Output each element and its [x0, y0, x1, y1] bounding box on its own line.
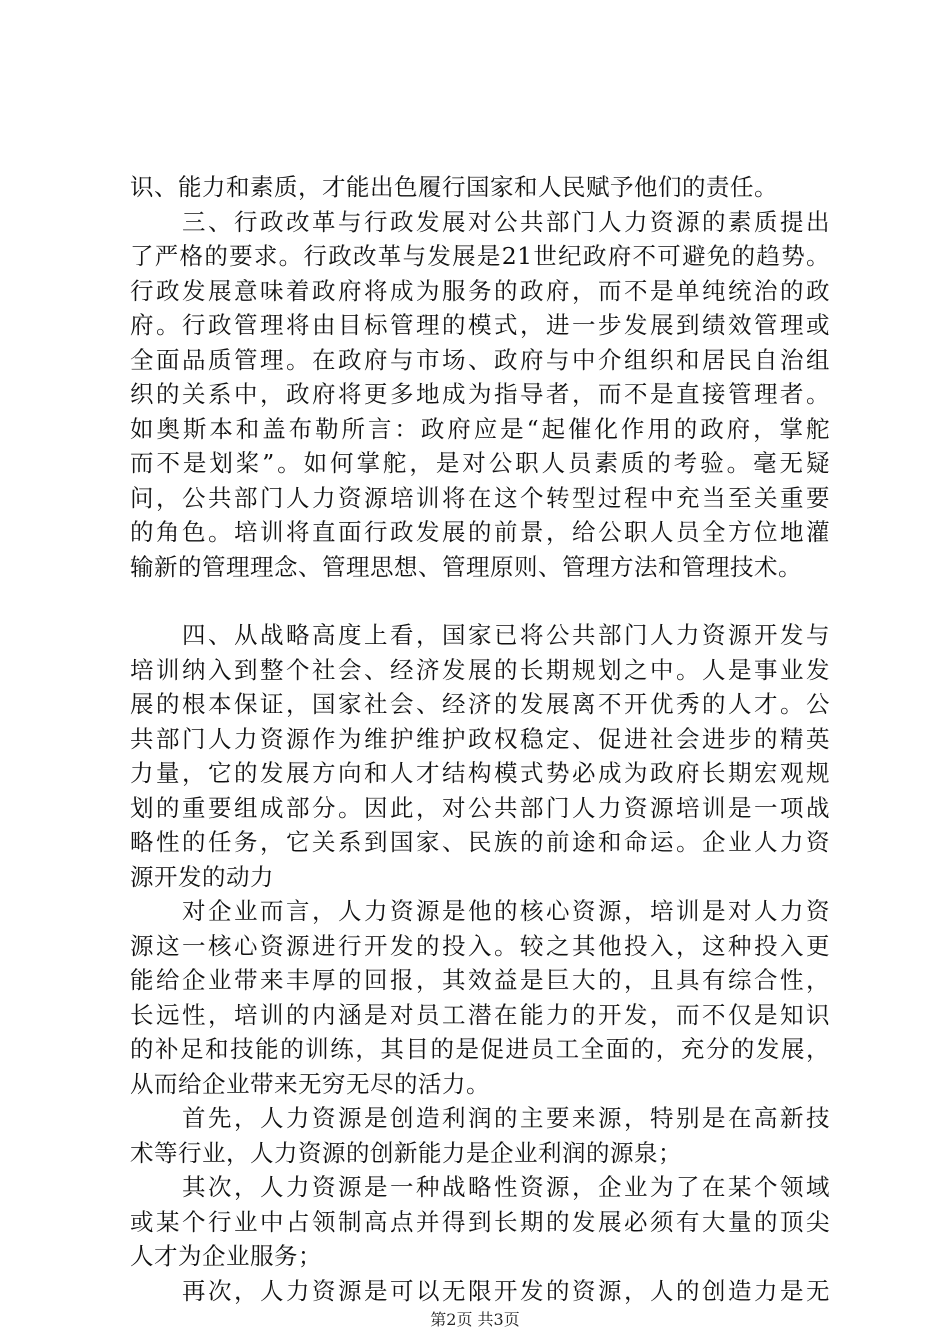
text-line: 的补足和技能的训练，其目的是促进员工全面的，充分的发展， [130, 1035, 830, 1063]
text-line: 而不是划桨”。如何掌舵，是对公职人员素质的考验。毫无疑 [130, 449, 830, 477]
text-line: 识、能力和素质，才能出色履行国家和人民赋予他们的责任。 [130, 173, 778, 201]
text-line: 问，公共部门人力资源培训将在这个转型过程中充当至关重要 [130, 484, 830, 512]
text-line: 略性的任务，它关系到国家、民族的前途和命运。企业人力资 [130, 828, 830, 856]
text-line: 全面品质管理。在政府与市场、政府与中介组织和居民自治组 [130, 346, 830, 374]
text-line: 输新的管理理念、管理思想、管理原则、管理方法和管理技术。 [130, 553, 802, 581]
text-line: 如奥斯本和盖布勒所言：政府应是“起催化作用的政府，掌舵 [130, 415, 830, 443]
text-line: 行政发展意味着政府将成为服务的政府，而不是单纯统治的政 [130, 277, 830, 305]
text-line: 源这一核心资源进行开发的投入。较之其他投入，这种投入更 [130, 932, 830, 960]
text-line: 培训纳入到整个社会、经济发展的长期规划之中。人是事业发 [130, 656, 830, 684]
text-line: 人才为企业服务； [130, 1242, 322, 1270]
text-line: 或某个行业中占领制高点并得到长期的发展必须有大量的顶尖 [130, 1208, 830, 1236]
text-line: 源开发的动力 [130, 863, 274, 891]
text-line: 的角色。培训将直面行政发展的前景，给公职人员全方位地灌 [130, 518, 830, 546]
text-line: 其次，人力资源是一种战略性资源，企业为了在某个领域 [130, 1173, 830, 1201]
text-line: 对企业而言，人力资源是他的核心资源，培训是对人力资 [130, 897, 830, 925]
text-line: 展的根本保证，国家社会、经济的发展离不开优秀的人才。公 [130, 690, 830, 718]
text-line: 三、行政改革与行政发展对公共部门人力资源的素质提出 [130, 208, 830, 236]
text-line: 力量，它的发展方向和人才结构模式势必成为政府长期宏观规 [130, 759, 830, 787]
text-line: 术等行业，人力资源的创新能力是企业利润的源泉； [130, 1139, 682, 1167]
text-line: 从而给企业带来无穷无尽的活力。 [130, 1070, 490, 1098]
text-line: 长远性，培训的内涵是对员工潜在能力的开发，而不仅是知识 [130, 1001, 830, 1029]
text-line: 首先，人力资源是创造利润的主要来源，特别是在高新技 [130, 1104, 830, 1132]
text-line: 四、从战略高度上看，国家已将公共部门人力资源开发与 [130, 621, 830, 649]
text-line: 府。行政管理将由目标管理的模式，进一步发展到绩效管理或 [130, 311, 830, 339]
text-line: 了严格的要求。行政改革与发展是21世纪政府不可避免的趋势。 [130, 242, 830, 270]
text-line: 划的重要组成部分。因此，对公共部门人力资源培训是一项战 [130, 794, 830, 822]
text-line: 织的关系中，政府将更多地成为指导者，而不是直接管理者。 [130, 380, 830, 408]
page-footer: 第2页 共3页 [430, 1310, 520, 1329]
text-line: 共部门人力资源作为维护维护政权稳定、促进社会进步的精英 [130, 725, 830, 753]
text-line: 能给企业带来丰厚的回报，其效益是巨大的，且具有综合性， [130, 966, 830, 994]
text-line: 再次，人力资源是可以无限开发的资源，人的创造力是无 [130, 1277, 830, 1305]
